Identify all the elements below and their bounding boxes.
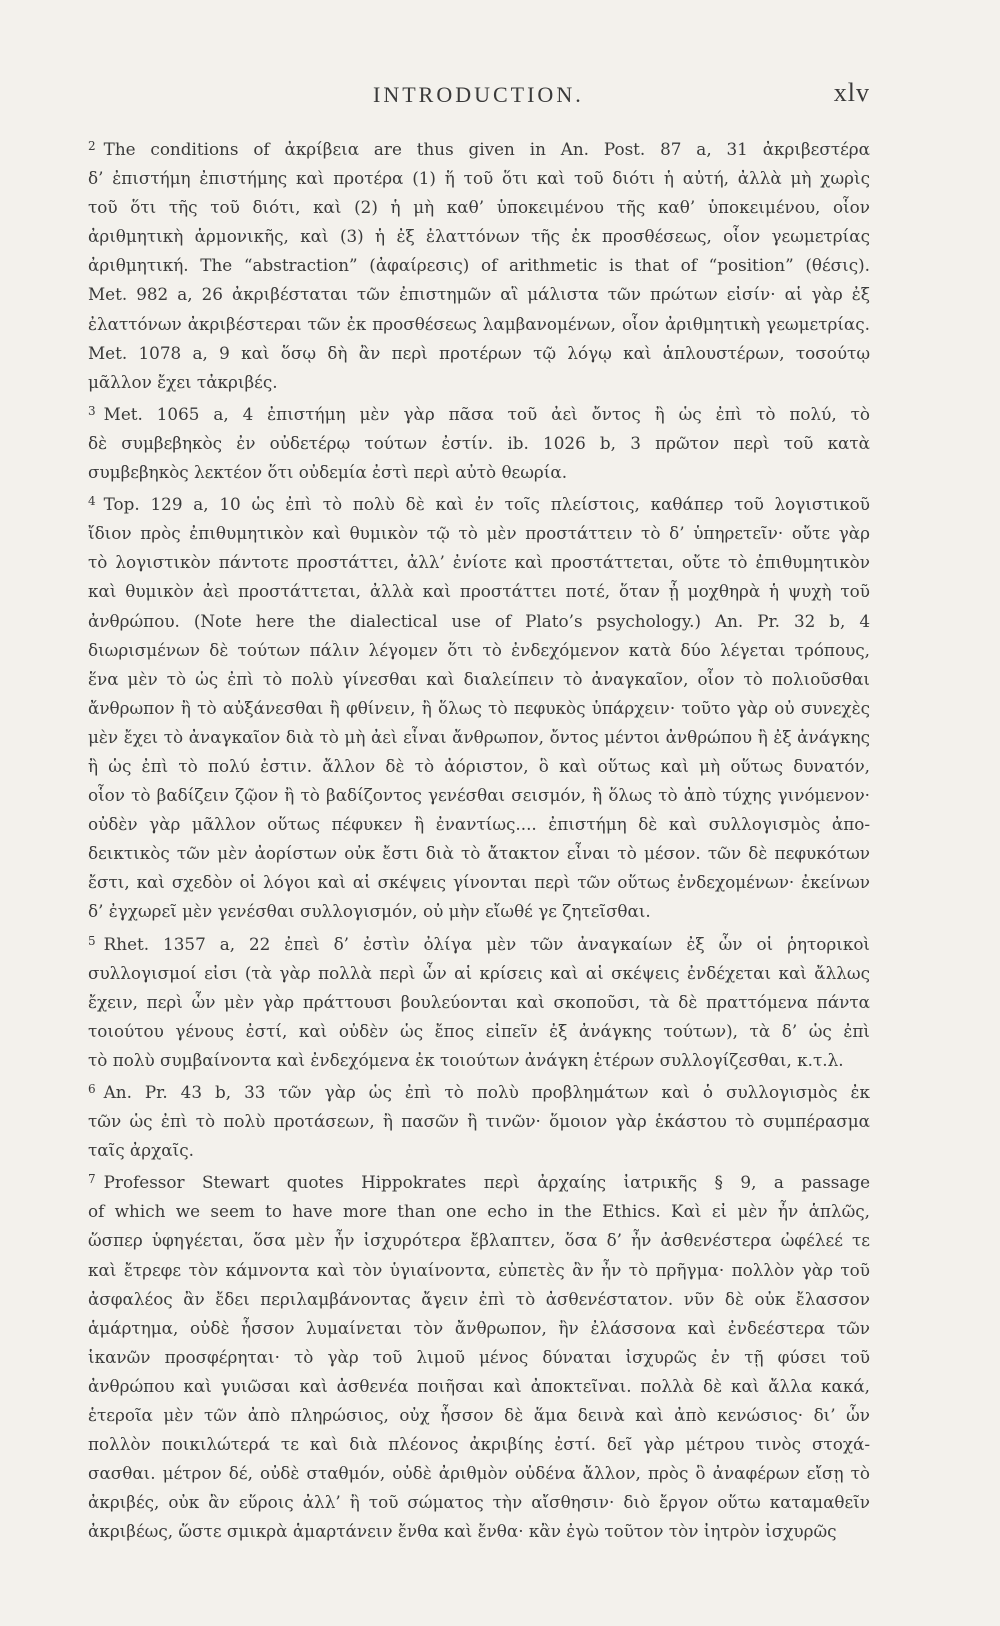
footnote-text: δὲ συμβεβηκὸς ἐν οὐδετέρῳ τούτων ἐστίν. ib. 1026 b, 3 πρῶτον περὶ τοῦ κατὰ [88,432,870,453]
footnote-line [88,429,870,458]
footnote [88,1165,870,1546]
footnote-line [88,487,870,519]
footnote-line [88,897,870,926]
footnote-line [88,280,870,309]
footnote-line [88,548,870,577]
footnote-line [88,458,870,487]
footnote-line [88,752,870,781]
page-number: xlv [833,78,870,107]
footnote-text: συλλογισμοί εἰσι (τὰ γὰρ πολλὰ περὶ ὧν αἱ κρίσεις καὶ αἱ σκέψεις ἐνδέχεται καὶ ἄλλως [88,962,870,983]
running-head: INTRODUCTION. [373,82,584,107]
footnote-line [88,1343,870,1372]
footnote-text: Met. 1078 a, 9 καὶ ὅσῳ δὴ ἂν περὶ προτέρων τῷ λόγῳ καὶ ἁπλουστέρων, τοσούτῳ [88,342,870,363]
footnote-line [88,193,870,222]
footnote [88,397,870,487]
footnote-text: Top. 129 a, 10 ὡς ἐπὶ τὸ πολὺ δὲ καὶ ἐν τοῖς πλείστοις, καθάπερ τοῦ λογιστικοῦ [103,494,870,515]
footnote-text: τοιούτου γένους ἐστί, καὶ οὐδὲν ὡς ἔπος εἰπεῖν ἐξ ἀνάγκης τούτων), τὰ δ’ ὡς ἐπὶ [88,1020,870,1041]
footnote-text: ἕνα μὲν τὸ ὡς ἐπὶ τὸ πολὺ γίνεσθαι καὶ διαλείπειν τὸ ἀναγκαῖον, οἷον τὸ πολιοῦσθαι [88,668,870,689]
footnote-line [88,222,870,251]
footnote-line [88,665,870,694]
footnote-line [88,164,870,193]
footnote-line [88,1226,870,1255]
footnote [88,1075,870,1165]
footnote [88,487,870,926]
footnote-line [88,1017,870,1046]
footnote-line [88,397,870,429]
footnote-text: ἀνθρώπου. (Note here the dialectical use of Plato’s psychology.) An. Pr. 32 b, 4 [88,610,870,631]
footnote-line [88,868,870,897]
footnote-text: συμβεβηκὸς λεκτέον ὅτι οὐδεμία ἐστὶ περὶ αὐτὸ θεωρία. [88,462,568,483]
footnote-text: μὲν ἔχει τὸ ἀναγκαῖον διὰ τὸ μὴ ἀεὶ εἶναι ἄνθρωπον, ὄντος μέντοι ἀνθρώπου ἢ ἐξ ἀνάγκης [88,726,870,747]
footnote-text: σασθαι. μέτρον δέ, οὐδὲ σταθμόν, οὐδὲ ἀριθμὸν οὐδένα ἄλλον, πρὸς ὃ ἀναφέρων εἴσῃ τὸ [88,1463,870,1484]
footnote-line [88,1075,870,1107]
footnote-line [88,636,870,665]
footnote-text: ἀνθρώπου καὶ γυιῶσαι καὶ ἀσθενέα ποιῆσαι καὶ ἀποκτεῖναι. πολλὰ δὲ καὶ ἄλλα κακά, [88,1375,870,1396]
footnote-line [88,1165,870,1197]
footnote-number: 3 [88,403,96,418]
footnote-text: δεικτικὸς τῶν μὲν ἀορίστων οὐκ ἔστι διὰ τὸ ἄτακτον εἶναι τὸ μέσον. τῶν δὲ πεφυκότων [88,843,870,864]
footnote-line [88,339,870,368]
footnote-text: πολλὸν ποικιλώτερά τε καὶ διὰ πλέονος ἀκριβίης ἐστί. δεῖ γὰρ μέτρου τινὸς στοχά- [88,1434,870,1455]
footnote-line [88,1372,870,1401]
footnote-text: οὐδὲν γὰρ μᾶλλον οὕτως πέφυκεν ἢ ἐναντίως.... ἐπιστήμη δὲ καὶ συλλογισμὸς ἀπο- [88,814,870,835]
footnote-text: ἐλαττόνων ἀκριβέστεραι τῶν ἐκ προσθέσεως λαμβανομένων, οἷον ἀριθμητικὴ γεωμετρίας. [88,313,870,334]
footnote-text: ἀκριβές, οὐκ ἂν εὕροις ἀλλ’ ἢ τοῦ σώματος τὴν αἴσθησιν· διὸ ἔργον οὕτω καταμαθεῖν [88,1492,870,1513]
footnotes [88,132,870,1547]
footnote-line [88,251,870,280]
footnote-line [88,519,870,548]
footnote [88,927,870,1075]
footnote-line [88,959,870,988]
footnote-line [88,310,870,339]
footnote-line [88,577,870,606]
footnote-text: The conditions of ἀκρίβεια are thus given in An. Post. 87 a, 31 ἀκριβεστέρα [103,139,870,159]
footnote-text: ἴδιον πρὸς ἐπιθυμητικὸν καὶ θυμικὸν τῷ τὸ μὲν προστάττειν τὸ δ’ ὑπηρετεῖν· οὔτε γὰρ [88,523,870,544]
footnote-text: τὸ λογιστικὸν πάντοτε προστάττει, ἀλλ’ ἐνίοτε καὶ προστάττεται, οὔτε τὸ ἐπιθυμητικὸν [88,552,870,573]
footnote-line [88,810,870,839]
footnote-text: οἷον τὸ βαδίζειν ζῷον ἢ τὸ βαδίζοντος γενέσθαι σεισμόν, ἢ ὅλως τὸ ἀπὸ τύχης γινόμενον· [88,785,870,806]
footnote-line [88,1517,870,1546]
footnote-line [88,1285,870,1314]
footnote-text: ἀριθμητική. The “abstraction” (ἀφαίρεσις) of arithmetic is that of “position” (θέσις). [88,255,870,276]
footnote-text: ἁμάρτημα, οὐδὲ ἧσσον λυμαίνεται τὸν ἄνθρωπον, ἢν ἐλάσσονα καὶ ἐνδεέστερα τῶν [88,1317,870,1338]
footnote-text: ἄνθρωπον ἢ τὸ αὐξάνεσθαι ἢ φθίνειν, ἢ ὅλως τὸ πεφυκὸς ὑπάρχειν· τοῦτο γὰρ οὐ συνεχὲς [88,697,870,718]
footnote-line [88,839,870,868]
footnote-text: ἔστι, καὶ σχεδὸν οἱ λόγοι καὶ αἱ σκέψεις γίνονται περὶ τῶν οὕτως ἐνδεχομένων· ἐκείνων [88,872,870,893]
footnote-line [88,1136,870,1165]
footnote-text: ἢ ὡς ἐπὶ τὸ πολύ ἐστιν. ἄλλον δὲ τὸ ἀόριστον, ὃ καὶ οὕτως καὶ μὴ οὕτως δυνατόν, [88,755,870,776]
footnote-number: 4 [88,494,96,509]
footnote-text: ἀριθμητικὴ ἁρμονικῆς, καὶ (3) ἡ ἐξ ἐλαττόνων τῆς ἐκ προσθέσεως, οἷον γεωμετρίας [88,226,870,247]
footnote-line [88,927,870,959]
footnote-line [88,1488,870,1517]
footnote-text: Rhet. 1357 a, 22 ἐπεὶ δ’ ἐστὶν ὀλίγα μὲν τῶν ἀναγκαίων ἐξ ὧν οἱ ῥητορικοὶ [103,933,870,954]
footnote-line [88,723,870,752]
footnote-text: Met. 982 a, 26 ἀκριβέσταται τῶν ἐπιστημῶν αἳ μάλιστα τῶν πρώτων εἰσίν· αἱ γὰρ ἐξ [88,284,870,305]
footnote-text: ταῖς ἀρχαῖς. [88,1140,194,1161]
footnote-text: τὸ πολὺ συμβαίνοντα καὶ ἐνδεχόμενα ἐκ τοιούτων ἀνάγκη ἑτέρων συλλογίζεσθαι, κ.τ.λ. [88,1049,844,1070]
footnote-number: 2 [88,139,96,153]
footnote-line [88,1430,870,1459]
footnote-number: 7 [88,1172,96,1187]
footnote-text: καὶ θυμικὸν ἀεὶ προστάττεται, ἀλλὰ καὶ προστάττει ποτέ, ὅταν ᾖ μοχθηρὰ ἡ ψυχὴ τοῦ [88,581,870,602]
footnote-text: of which we seem to have more than one echo in the Ethics. Καὶ εἰ μὲν ἦν ἁπλῶς, [88,1201,870,1222]
footnote-text: ἑτεροῖα μὲν τῶν ἀπὸ πληρώσιος, οὐχ ἧσσον δὲ ἅμα δεινὰ καὶ ἀπὸ κενώσιος· δι’ ὧν [88,1405,870,1426]
footnote-line [88,1107,870,1136]
footnote-line [88,694,870,723]
footnote-text: ἱκανῶν προσφέρηται· τὸ γὰρ τοῦ λιμοῦ μένος δύναται ἰσχυρῶς ἐν τῇ φύσει τοῦ [88,1346,870,1367]
footnote-line [88,1046,870,1075]
footnote-text: καὶ ἔτρεφε τὸν κάμνοντα καὶ τὸν ὑγιαίνοντα, εὐπετὲς ἂν ἦν τὸ πρῆγμα· πολλὸν γὰρ τοῦ [88,1259,870,1280]
footnote [88,132,870,397]
footnote-text: ἀσφαλέος ἂν ἔδει περιλαμβάνοντας ἄγειν ἐπὶ τὸ ἀσθενέστατον. νῦν δὲ οὐκ ἔλασσον [88,1288,870,1309]
footnote-text: μᾶλλον ἔχει τἀκριβές. [88,371,278,392]
footnote-line [88,781,870,810]
footnote-text: Met. 1065 a, 4 ἐπιστήμη μὲν γὰρ πᾶσα τοῦ ἀεὶ ὄντος ἢ ὡς ἐπὶ τὸ πολύ, τὸ [103,403,870,424]
footnote-number: 6 [88,1082,96,1096]
footnote-line [88,988,870,1017]
footnote-number: 5 [88,933,96,948]
footnote-text: ὥσπερ ὑφηγέεται, ὅσα μὲν ἦν ἰσχυρότερα ἔβλαπτεν, ὅσα δ’ ἦν ἀσθενέστερα ὠφέλεέ τε [88,1230,870,1251]
footnote-line [88,1459,870,1488]
footnote-text: δ’ ἐπιστήμη ἐπιστήμης καὶ προτέρα (1) ἥ τοῦ ὅτι καὶ τοῦ διότι ἡ αὐτή, ἀλλὰ μὴ χωρὶς [88,168,870,189]
page-header [88,78,870,114]
footnote-text: An. Pr. 43 b, 33 τῶν γὰρ ὡς ἐπὶ τὸ πολὺ προβλημάτων καὶ ὁ συλλογισμὸς ἐκ [103,1082,870,1102]
footnote-text: τοῦ ὅτι τῆς τοῦ διότι, καὶ (2) ἡ μὴ καθ’ ὑποκειμένου τῆς καθ’ ὑποκειμένου, οἷον [88,197,870,218]
footnote-line [88,132,870,164]
footnote-line [88,1256,870,1285]
footnote-line [88,1401,870,1430]
footnote-text: ἀκριβέως, ὥστε σμικρὰ ἁμαρτάνειν ἔνθα καὶ ἔνθα· κἂν ἐγὼ τοῦτον τὸν ἰητρὸν ἰσχυρῶς [88,1521,837,1542]
footnote-line [88,607,870,636]
footnote-text: ἔχειν, περὶ ὧν μὲν γὰρ πράττουσι βουλεύονται καὶ σκοποῦσι, τὰ δὲ πραττόμενα πάντα [88,991,870,1012]
footnote-text: Professor Stewart quotes Hippokrates περὶ ἀρχαίης ἰατρικῆς § 9, a passage [103,1172,870,1193]
footnote-text: τῶν ὡς ἐπὶ τὸ πολὺ προτάσεων, ἢ πασῶν ἢ τινῶν· ὅμοιον γὰρ ἑκάστου τὸ συμπέρασμα [88,1111,870,1132]
footnote-line [88,368,870,397]
footnote-line [88,1197,870,1226]
footnote-line [88,1314,870,1343]
footnote-text: διωρισμένων δὲ τούτων πάλιν λέγομεν ὅτι τὸ ἐνδεχόμενον κατὰ δύο λέγεται τρόπους, [88,639,870,660]
footnote-text: δ’ ἐγχωρεῖ μὲν γενέσθαι συλλογισμόν, οὐ μὴν εἴωθέ γε ζητεῖσθαι. [88,901,651,922]
